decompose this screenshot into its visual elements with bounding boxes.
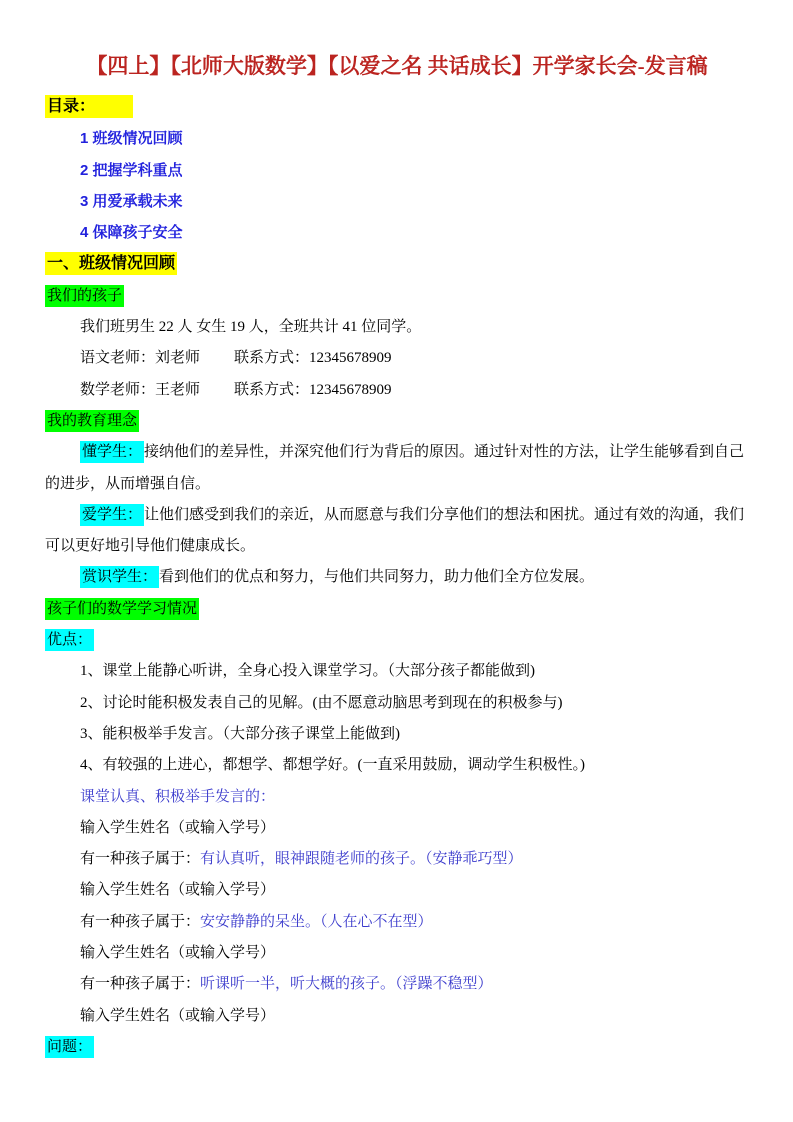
problems-heading-label: 问题：	[45, 1036, 94, 1058]
advantage-item-2: 2、讨论时能积极发表自己的见解。(由不愿意动脑思考到现在的积极参与)	[80, 694, 563, 711]
advantages-heading-label: 优点：	[45, 629, 94, 651]
advantage-item-1: 1、课堂上能静心听讲，全身心投入课堂学习。（大部分孩子都能做到)	[80, 663, 535, 680]
toc-item-1: 1 班级情况回顾	[80, 130, 183, 148]
toc-item-4: 4 保障孩子安全	[80, 224, 183, 242]
student-name-line-2: 输入学生姓名（或输入学号）	[80, 882, 276, 899]
student-type-line-3	[45, 969, 749, 1000]
philosophy-understand	[45, 437, 749, 500]
teacher-contact-math: 联系方式：12345678909	[234, 381, 392, 398]
philosophy-appreciate-label: 赏识学生：	[80, 566, 159, 588]
advantage-item-4: 4、有较强的上进心，都想学、都想学好。(一直采用鼓励，调动学生积极性。)	[80, 757, 585, 774]
student-type-line-2	[45, 907, 749, 938]
teacher-line-math	[45, 375, 749, 406]
subheading-our-children	[45, 281, 749, 312]
document-body	[45, 91, 749, 1063]
subheading-math-learning	[45, 594, 749, 625]
teacher-contact-chinese: 联系方式：12345678909	[234, 350, 392, 367]
philosophy-understand-text: 接纳他们的差异性，并深究他们行为背后的原因。通过针对性的方法，让学生能够看到自己的进步，从而增强自信。	[45, 444, 745, 492]
subheading-philosophy-label: 我的教育理念	[45, 410, 139, 432]
section1-heading-label: 一、班级情况回顾	[45, 252, 177, 275]
student-type-desc-3: 听课听一半，听大概的孩子。（浮躁不稳型）	[200, 976, 493, 993]
toc-heading-label: 目录：	[45, 95, 133, 118]
subheading-math-learning-label: 孩子们的数学学习情况	[45, 598, 199, 620]
toc-heading	[45, 91, 749, 123]
student-type-desc-2: 安安静静的呆坐。（人在心不在型）	[200, 913, 433, 930]
class-info-line: 我们班男生 22 人 女生 19 人，全班共计 41 位同学。	[80, 319, 422, 336]
subheading-philosophy	[45, 406, 749, 437]
advantage-item-3: 3、能积极举手发言。（大部分孩子课堂上能做到)	[80, 725, 400, 742]
philosophy-appreciate-text: 看到他们的优点和努力，与他们共同努力，助力他们全方位发展。	[159, 569, 595, 586]
student-name-line-1: 输入学生姓名（或输入学号）	[80, 819, 276, 836]
student-type-prefix-2: 有一种孩子属于：	[80, 913, 201, 930]
section1-heading	[45, 248, 749, 280]
student-type-desc-1: 有认真听，眼神跟随老师的孩子。（安静乖巧型）	[200, 851, 523, 868]
teacher-role-math: 数学老师：王老师	[80, 381, 201, 398]
advantages-heading	[45, 625, 749, 656]
student-type-prefix-1: 有一种孩子属于：	[80, 851, 201, 868]
teacher-role-chinese: 语文老师：刘老师	[80, 350, 201, 367]
philosophy-love-text: 让他们感受到我们的亲近，从而愿意与我们分享他们的想法和困扰。通过有效的沟通，我们可以更好地引导他们健康成长。	[45, 506, 745, 555]
student-name-line-3: 输入学生姓名（或输入学号）	[80, 945, 276, 962]
toc-item-2: 2 把握学科重点	[80, 161, 183, 179]
student-type-line-1	[45, 844, 749, 875]
philosophy-appreciate	[45, 562, 749, 593]
student-type-prefix-3: 有一种孩子属于：	[80, 976, 201, 993]
teacher-line-chinese	[45, 343, 749, 374]
philosophy-love-label: 爱学生：	[80, 504, 144, 526]
subheading-our-children-label: 我们的孩子	[45, 285, 124, 307]
philosophy-love	[45, 500, 749, 563]
praise-heading: 课堂认真、积极举手发言的：	[80, 788, 276, 805]
student-name-line-4: 输入学生姓名（或输入学号）	[80, 1007, 276, 1024]
toc-item-3: 3 用爱承载未来	[80, 192, 183, 210]
page-title: 【四上】【北师大版数学】【以爱之名 共话成长】开学家长会-发言稿	[86, 54, 708, 78]
problems-heading	[45, 1032, 749, 1063]
philosophy-understand-label: 懂学生：	[80, 441, 144, 463]
